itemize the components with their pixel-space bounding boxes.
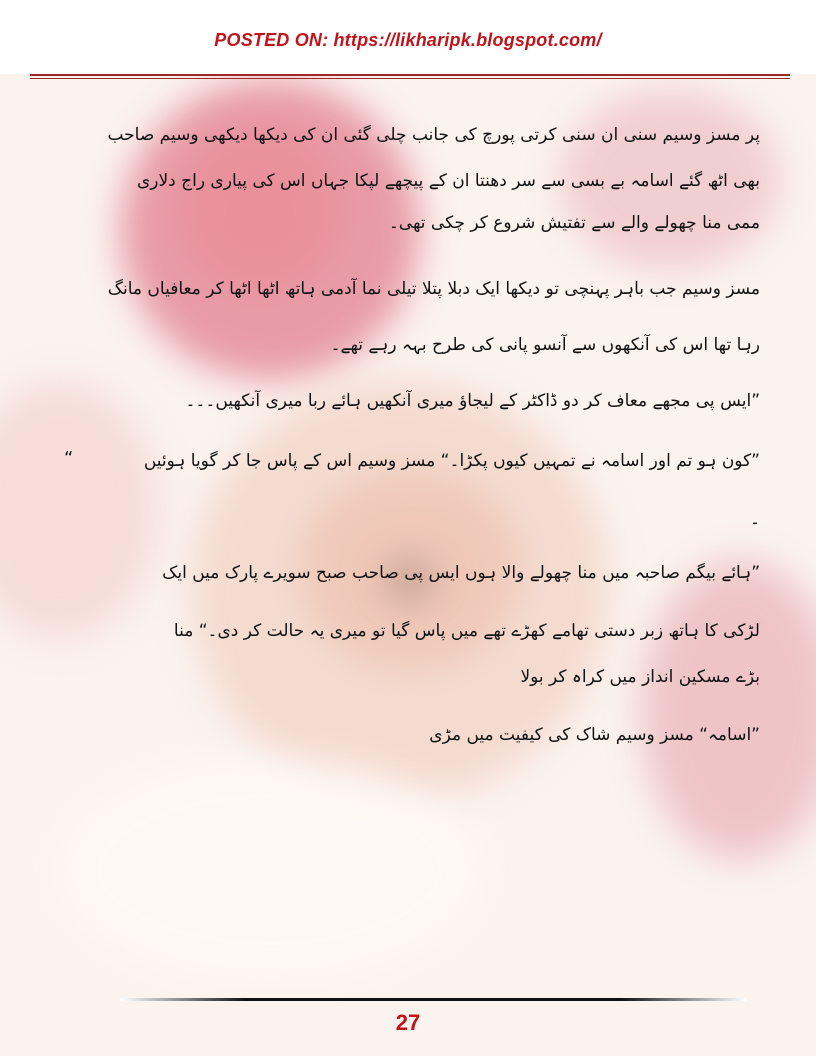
text-line-2: بھی اٹھ گئے اسامہ بے بسی سے سر دھنتا ان کے پیچھے لپکا جہاں اس کی پیاری راج دلاری (136, 171, 760, 191)
text-line-4: مسز وسیم جب باہر پہنچی تو دیکھا ایک دبلا پتلا تیلی نما آدمی ہاتھ اٹھا اٹھا کر معافیاں مانگ (107, 279, 760, 299)
text-line-12: ”اسامہ“ مسز وسیم شاک کی کیفیت میں مڑی (429, 725, 760, 745)
story-text (100, 118, 760, 752)
text-line-3: ممی منا چھولے والے سے تفتیش شروع کر چکی تھی۔ (388, 213, 760, 233)
text-line-6: ”ایس پی مجھے معاف کر دو ڈاکٹر کے لیجاؤ میری آنکھیں ہائے ربا میری آنکھیں۔۔۔ (185, 391, 760, 411)
posted-on-link[interactable]: POSTED ON: https://likharipk.blogspot.com/ (214, 30, 602, 50)
text-line-5: رہا تھا اس کی آنکھوں سے آنسو پانی کی طرح بہہ رہے تھے۔ (330, 335, 760, 355)
text-line-9: ”ہائے بیگم صاحبہ میں منا چھولے والا ہوں ایس پی صاحب صبح سویرے پارک میں ایک (162, 563, 760, 583)
closing-quote-mark: “ (64, 448, 74, 469)
text-line-1: پر مسز وسیم سنی ان سنی کرتی پورچ کی جانب چلی گئی ان کی دیکھا دیکھی وسیم صاحب (107, 125, 760, 145)
soft-white-bottom (60, 760, 480, 980)
text-line-8: ۔ (750, 509, 760, 529)
text-line-7: ”کون ہو تم اور اسامہ نے تمہیں کیوں پکڑا۔“ مسز وسیم اس کے پاس جا کر گویا ہوئیں (143, 451, 760, 471)
header-divider (30, 74, 790, 79)
text-line-11: بڑے مسکین انداز میں کراہ کر بولا (520, 667, 760, 687)
footer-divider (120, 998, 746, 1001)
page-number: 27 (395, 1010, 421, 1035)
text-line-10: لڑکی کا ہاتھ زبر دستی تھامے کھڑے تھے میں پاس گیا تو میری یہ حالت کر دی۔“ منا (173, 621, 760, 641)
